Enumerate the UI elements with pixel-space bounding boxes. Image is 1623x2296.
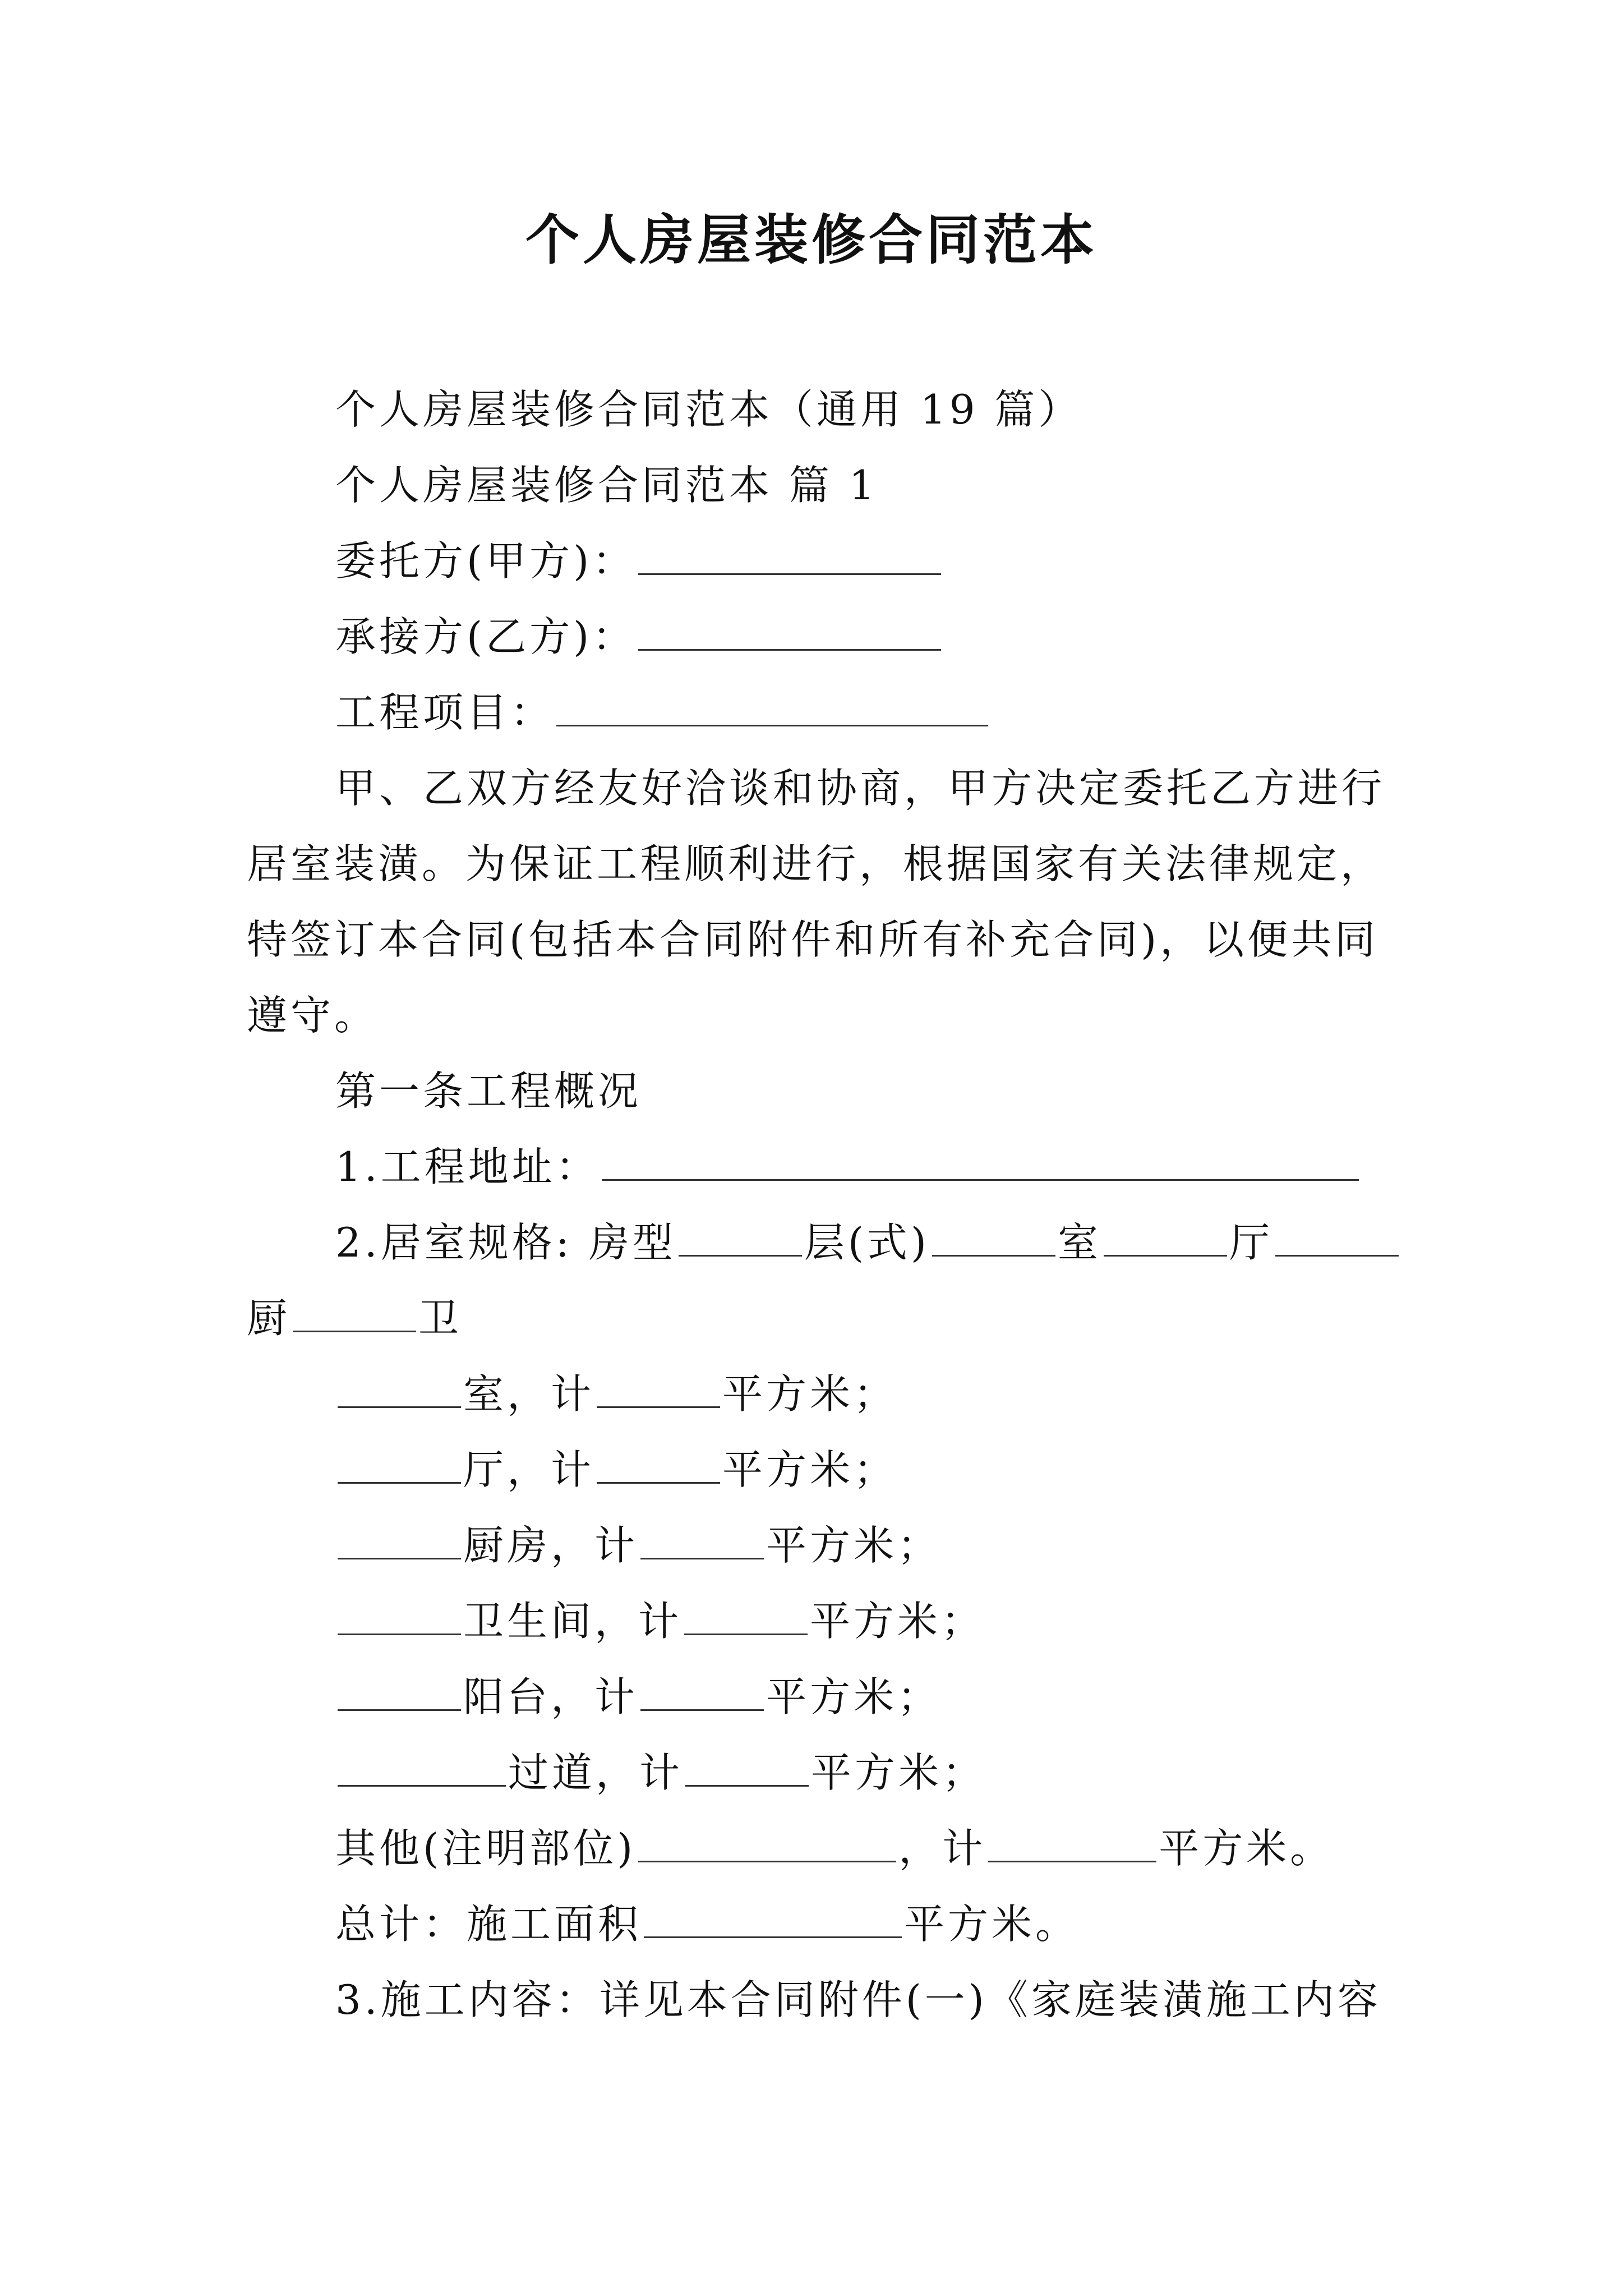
area-hall-line — [335, 1442, 897, 1498]
area-kitchen-line — [335, 1517, 941, 1573]
area-unit: 平方米； — [722, 1370, 898, 1418]
area-hall-label: 厅，计 — [463, 1446, 595, 1493]
spec-label: 2.居室规格: 房型 — [335, 1219, 676, 1266]
intro-line-4: 遵守。 — [247, 992, 379, 1039]
spec-blank — [293, 1295, 416, 1332]
project-blank — [556, 689, 988, 726]
chapter-heading: 个人房屋装修合同范本 篇 1 — [335, 462, 878, 509]
area-blank — [597, 1446, 720, 1484]
other-count: ，计 — [898, 1825, 986, 1872]
party-b-blank — [638, 613, 941, 651]
spec-blank — [1275, 1219, 1399, 1257]
spec-line — [335, 1214, 1401, 1271]
area-blank — [338, 1370, 461, 1408]
area-blank — [338, 1673, 461, 1711]
area-corridor-line — [335, 1745, 986, 1801]
spec-bath: 卫 — [418, 1295, 463, 1342]
intro-line-3: 特签订本合同(包括本合同附件和所有补充合同)，以便共同 — [247, 916, 1379, 963]
spec-blank — [679, 1219, 802, 1257]
area-blank — [338, 1446, 461, 1484]
total-blank — [644, 1901, 902, 1938]
other-line — [335, 1820, 1334, 1876]
party-b-label: 承接方(乙方)： — [335, 613, 637, 660]
area-blank — [338, 1522, 461, 1559]
document-title: 个人房屋装修合同范本 — [525, 208, 1098, 272]
area-unit: 平方米； — [810, 1598, 985, 1645]
address-line — [335, 1139, 1361, 1195]
area-toilet-label: 卫生间，计 — [463, 1598, 683, 1645]
other-label: 其他(注明部位) — [335, 1825, 637, 1872]
address-blank — [602, 1143, 1359, 1181]
other-blank — [988, 1825, 1156, 1862]
total-unit: 平方米。 — [904, 1901, 1080, 1948]
area-unit: 平方米； — [811, 1749, 986, 1796]
area-balcony-label: 阳台，计 — [463, 1673, 639, 1720]
spec-blank — [932, 1219, 1055, 1257]
address-label: 1.工程地址： — [335, 1143, 600, 1190]
area-blank — [640, 1673, 764, 1711]
project-line — [335, 684, 990, 740]
intro-line-1: 甲、乙双方经友好洽谈和协商，甲方决定委托乙方进行 — [335, 765, 1386, 812]
other-unit: 平方米。 — [1159, 1825, 1334, 1872]
area-unit: 平方米； — [722, 1446, 898, 1493]
area-blank — [685, 1749, 809, 1787]
document-subtitle: 个人房屋装修合同范本（通用 19 篇） — [335, 386, 1082, 433]
area-room-label: 室，计 — [463, 1370, 595, 1418]
area-toilet-line — [335, 1593, 985, 1649]
total-label: 总计：施工面积 — [335, 1901, 642, 1948]
area-balcony-line — [335, 1669, 941, 1725]
area-blank — [338, 1598, 461, 1635]
project-label: 工程项目： — [335, 689, 555, 736]
area-blank — [640, 1522, 764, 1559]
area-room-line — [335, 1366, 897, 1422]
party-a-label: 委托方(甲方)： — [335, 537, 637, 585]
area-unit: 平方米； — [766, 1673, 942, 1720]
area-blank — [338, 1749, 506, 1787]
party-b-line — [335, 609, 943, 665]
spec-hall: 厅 — [1229, 1219, 1274, 1266]
area-blank — [597, 1370, 720, 1408]
area-corridor-label: 过道，计 — [508, 1749, 684, 1796]
area-unit: 平方米； — [766, 1522, 942, 1569]
party-a-line — [335, 533, 943, 589]
area-kitchen-label: 厨房，计 — [463, 1522, 639, 1569]
intro-line-2: 居室装潢。为保证工程顺利进行，根据国家有关法律规定， — [247, 840, 1385, 887]
spec-room: 室 — [1058, 1219, 1102, 1266]
content-line: 3.施工内容：详见本合同附件(一)《家庭装潢施工内容 — [335, 1976, 1381, 2023]
spec-kitchen: 厨 — [247, 1295, 291, 1342]
other-blank — [638, 1825, 896, 1862]
total-line — [335, 1896, 1079, 1952]
spec-blank — [1104, 1219, 1227, 1257]
party-a-blank — [638, 537, 941, 575]
spec-floor: 层(式) — [804, 1219, 930, 1266]
area-blank — [684, 1598, 808, 1635]
spec-line-2 — [247, 1290, 462, 1346]
article-1-heading: 第一条工程概况 — [335, 1068, 642, 1115]
